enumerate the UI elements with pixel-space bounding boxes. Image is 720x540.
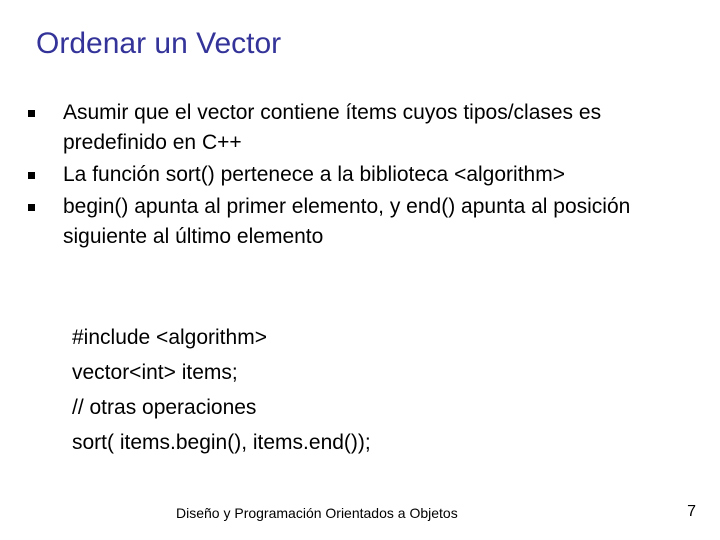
bullet-list [26,98,706,254]
code-line: vector<int> items; [72,361,238,384]
bullet-text: La función sort() pertenece a la biblioteca <algorithm> [63,163,565,186]
code-line: sort( items.begin(), items.end()); [72,431,371,454]
square-bullet-icon [28,110,35,117]
code-line: #include <algorithm> [72,326,267,349]
square-bullet-icon [28,172,35,179]
page-number: 7 [687,503,696,520]
bullet-item [26,98,706,158]
code-line: // otras operaciones [72,396,257,419]
code-block [72,320,371,460]
square-bullet-icon [28,204,35,211]
bullet-text: Asumir que el vector contiene ítems cuyos tipos/clases es predefinido en C++ [63,101,602,154]
bullet-text: begin() apunta al primer elemento, y end() apunta al posición siguiente al último elemento [63,195,631,248]
slide-footer: Diseño y Programación Orientados a Objetos [176,505,458,521]
bullet-item [26,192,706,252]
slide-title: Ordenar un Vector [36,27,282,60]
bullet-item [26,160,706,190]
